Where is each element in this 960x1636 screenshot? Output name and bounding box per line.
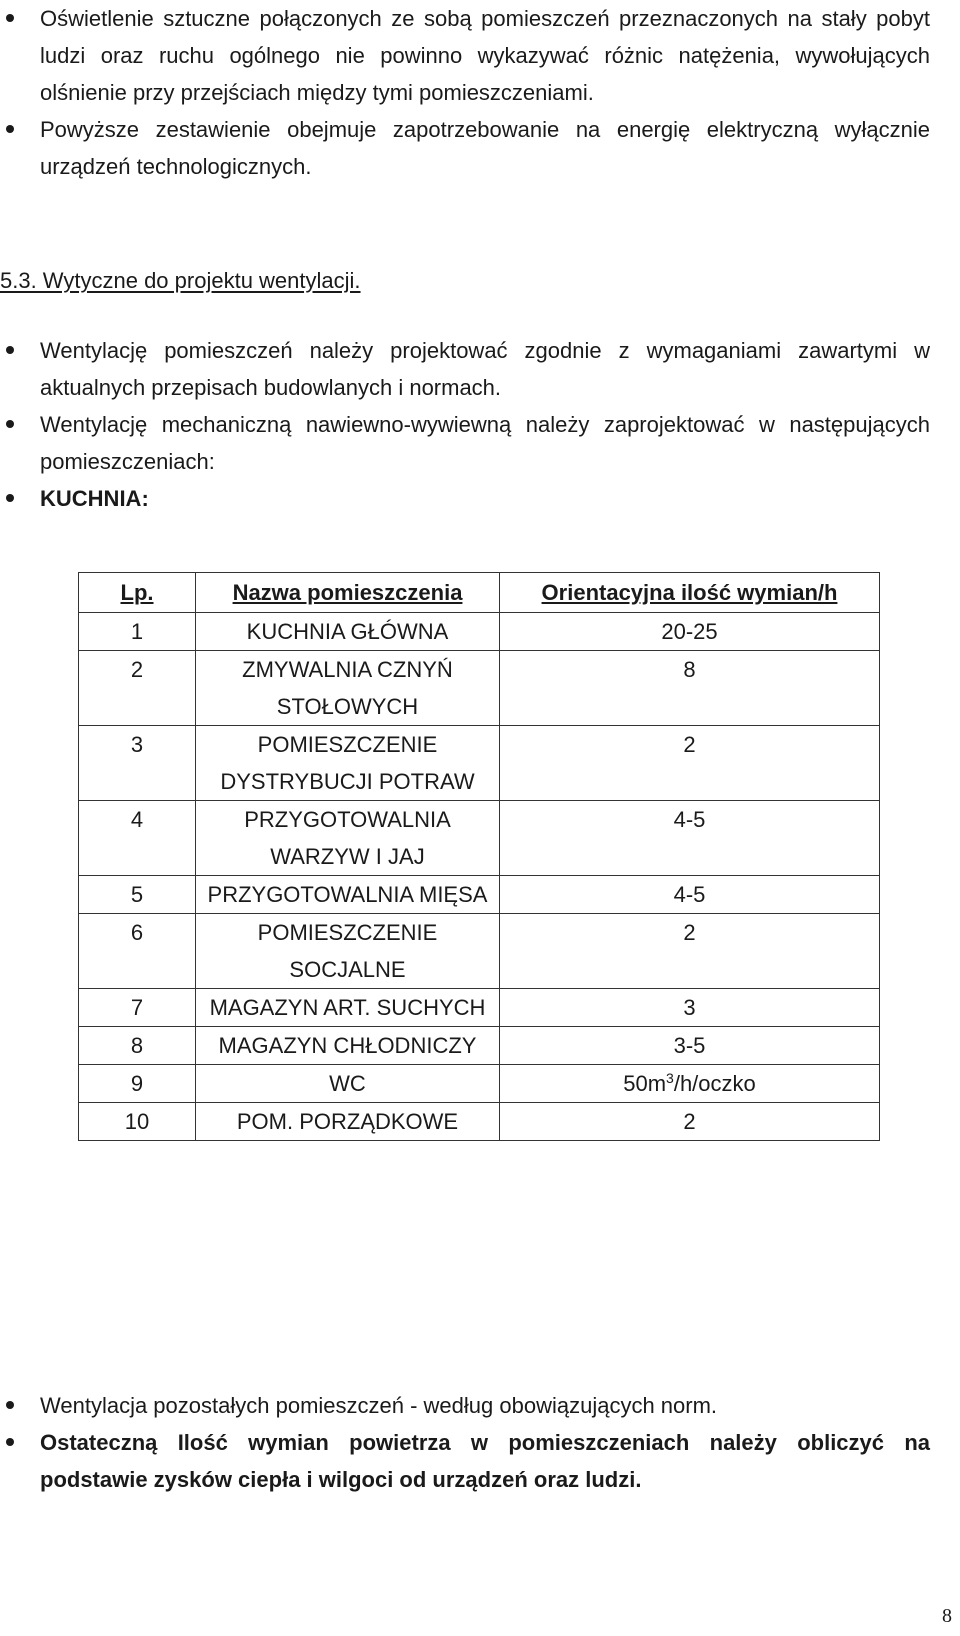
cell-lp: 1: [79, 613, 196, 651]
ventilation-table: [78, 572, 880, 1141]
table-row: [79, 989, 880, 1027]
cell-name: KUCHNIA GŁÓWNA: [196, 613, 500, 651]
ventilation-list: [0, 332, 930, 517]
cell-rate: 2: [500, 726, 880, 801]
cell-name: POMIESZCZENIE DYSTRYBUCJI POTRAW: [196, 726, 500, 801]
cell-rate: [500, 1065, 880, 1103]
table-row: [79, 876, 880, 914]
list-item: Powyższe zestawienie obejmuje zapotrzebowanie na energię elektryczną wyłącznie urządzeń technologicznych.: [0, 111, 930, 185]
cell-lp: 2: [79, 651, 196, 726]
table-row: [79, 1027, 880, 1065]
cell-rate: 3-5: [500, 1027, 880, 1065]
section-heading: 5.3. Wytyczne do projektu wentylacji.: [0, 268, 361, 293]
table-row: [79, 914, 880, 989]
cell-lp: 4: [79, 801, 196, 876]
cell-rate: 4-5: [500, 801, 880, 876]
column-header-name: Nazwa pomieszczenia: [196, 573, 500, 613]
table-row: [79, 651, 880, 726]
cell-name: POMIESZCZENIE SOCJALNE: [196, 914, 500, 989]
cell-lp: 10: [79, 1103, 196, 1141]
cell-name: MAGAZYN CHŁODNICZY: [196, 1027, 500, 1065]
list-item: Wentylację mechaniczną nawiewno-wywiewną należy zaprojektować w następujących pomieszczeniach:: [0, 406, 930, 480]
list-item-bold: Ostateczną Ilość wymian powietrza w pomieszczeniach należy obliczyć na podstawie zysków ciepła i wilgoci od urządzeń oraz ludzi.: [0, 1424, 930, 1498]
cell-lp: 5: [79, 876, 196, 914]
cell-rate: 20-25: [500, 613, 880, 651]
cell-name: ZMYWALNIA CZNYŃ STOŁOWYCH: [196, 651, 500, 726]
column-header-rate: Orientacyjna ilość wymian/h: [500, 573, 880, 613]
cell-name: MAGAZYN ART. SUCHYCH: [196, 989, 500, 1027]
intro-list: [0, 0, 930, 185]
cell-lp: 6: [79, 914, 196, 989]
list-item: Wentylację pomieszczeń należy projektować zgodnie z wymaganiami zawartymi w aktualnych przepisach budowlanych i normach.: [0, 332, 930, 406]
table-row: [79, 1103, 880, 1141]
column-header-lp: Lp.: [79, 573, 196, 613]
cell-rate: 4-5: [500, 876, 880, 914]
cell-rate: 8: [500, 651, 880, 726]
list-item: Wentylacja pozostałych pomieszczeń - według obowiązujących norm.: [0, 1387, 930, 1424]
table-header-row: [79, 573, 880, 613]
cell-rate: 3: [500, 989, 880, 1027]
cell-name: WC: [196, 1065, 500, 1103]
cell-rate: 2: [500, 1103, 880, 1141]
cell-name: POM. PORZĄDKOWE: [196, 1103, 500, 1141]
rate-unit: /h/oczko: [673, 1071, 756, 1096]
list-item-kitchen: KUCHNIA:: [0, 480, 930, 517]
cell-name: PRZYGOTOWALNIA WARZYW I JAJ: [196, 801, 500, 876]
page-number: 8: [942, 1605, 952, 1627]
list-item: Oświetlenie sztuczne połączonych ze sobą pomieszczeń przeznaczonych na stały pobyt ludzi oraz ruchu ogólnego nie powinno wykazywać różnic natężenia, wywołujących olśnienie przy przejściach między tymi pomieszczeniami.: [0, 0, 930, 111]
table-row: [79, 801, 880, 876]
cell-lp: 8: [79, 1027, 196, 1065]
closing-list: [0, 1387, 930, 1498]
rate-value: 50m: [623, 1071, 667, 1096]
cell-lp: 3: [79, 726, 196, 801]
cell-lp: 7: [79, 989, 196, 1027]
table-row: [79, 1065, 880, 1103]
cell-lp: 9: [79, 1065, 196, 1103]
table-row: [79, 613, 880, 651]
rate-exponent: 3: [666, 1070, 674, 1086]
cell-name: PRZYGOTOWALNIA MIĘSA: [196, 876, 500, 914]
table-row: [79, 726, 880, 801]
cell-rate: 2: [500, 914, 880, 989]
